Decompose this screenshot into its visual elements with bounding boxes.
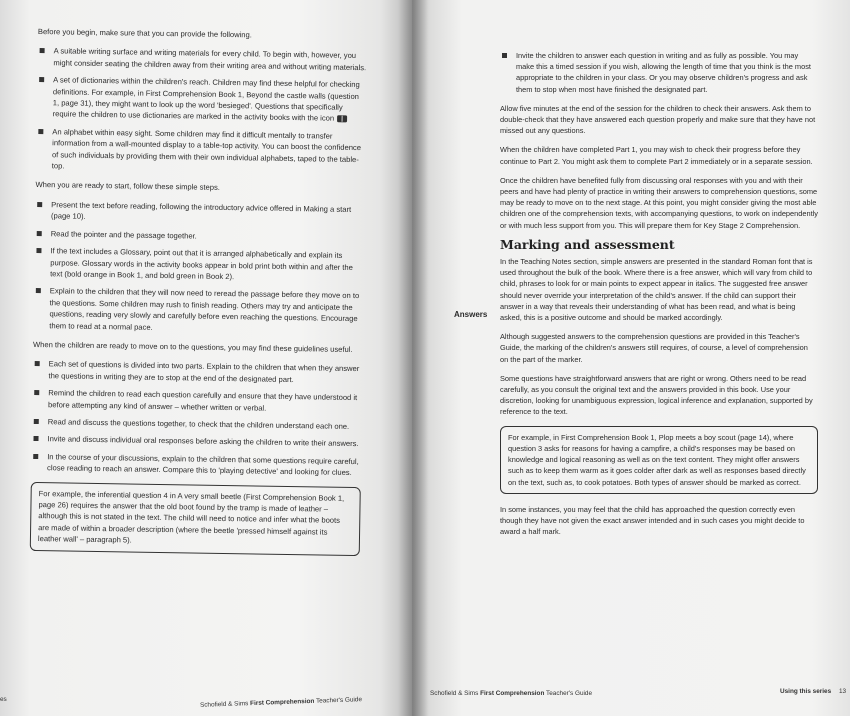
bullet-square-icon — [36, 248, 41, 253]
final-paragraph: In some instances, you may feel that the child has approached the question correctly even though they have not given the exact answer intended and in such cases you might decide to award a half mark. — [500, 504, 805, 537]
page-number: 13 — [838, 688, 847, 695]
intro-text: Before you begin, make sure that you can provide the following. — [37, 26, 252, 40]
left-footer: Schofield & Sims First Comprehension Teacher's Guide — [199, 696, 363, 709]
bullet-square-icon — [35, 361, 40, 366]
right-footer: Schofield & Sims First Comprehension Teacher's Guide — [430, 690, 593, 697]
list-item: An alphabet within easy sight. Some children may find it difficult mentally to transfer information from a wall-mounted display to a table-top activity. You can boost the confidence of such individuals by providing them with their own individual alphabets, taped to the table-top. — [36, 126, 367, 177]
bullet-square-icon — [33, 454, 38, 459]
bullet-square-icon — [39, 77, 44, 82]
bullet-square-icon — [37, 231, 42, 236]
paragraph: Once the children have benefited fully from discussing oral responses with you and with their peers and have had plenty of practice in writing their answers to comprehension questions, some may be ready to move on to the next stage. At this point, you might consider giving the most able children one of the comprehension texts, with accompanying questions, to work on independently or with much less support from you. This will prepare them for Key Stage 2 Comprehension. — [500, 175, 818, 230]
start-intro: When you are ready to start, follow these simple steps. — [35, 180, 221, 193]
before-list — [36, 45, 368, 176]
list-item: Invite and discuss individual oral responses before asking the children to write their answers. — [31, 433, 361, 450]
bullet-square-icon — [502, 53, 507, 58]
move-on-list — [31, 358, 363, 478]
list-item: A set of dictionaries within the children's reach. Children may find these helpful for checking definitions. For example, in First Comprehension Book 1, Beyond the castle walls (question 1, page 31), they might want to look up the word 'besieged'. Questions that specifically require the children to use dictionaries are marked in the activity books with the icon — [37, 74, 368, 125]
answers-paragraph: Some questions have straightforward answers that are right or wrong. Others need to be read carefully, as you consult the original text and the answers provided in this book. Use your discretion, looking for unambiguous expression, logical inference and explanation, supported by reference to the text. — [500, 373, 813, 417]
list-item: Read and discuss the questions together, to check that the children understand each one. — [32, 416, 362, 433]
right-footer-section: Using this series 13 — [780, 688, 847, 695]
bullet-square-icon — [40, 48, 45, 53]
list-item: Read the pointer and the passage together. — [35, 228, 365, 245]
left-edge-fragment: es — [0, 696, 7, 703]
bullet-square-icon — [36, 288, 41, 293]
list-item: In the course of your discussions, explain to the children that some questions require careful, close reading to reach an answer. Compare this to 'playing detective' and looking for clues. — [31, 451, 361, 479]
list-item: Remind the children to read each question carefully and ensure that they have understood it before attempting any kind of answer – whether written or verbal. — [32, 387, 362, 415]
start-list — [33, 199, 365, 336]
answers-paragraph: In the Teaching Notes section, simple answers are presented in the standard Roman font that is used throughout the bulk of the book. Where there is a free answer, which will vary from child to child, phrases to look for or main points to expect appear in italics. The suggested free answer should never override your interpretation of the child's answer. If the child can support their answer in a way that reveals their understanding of what has been read, and what is being asked, this is a positive outcome and should be marked accordingly. — [500, 257, 813, 323]
top-list — [500, 50, 818, 95]
answers-paragraph: Although suggested answers to the comprehension questions are provided in this Teacher's Guide, the marking of the children's answers still requires, of course, a level of comprehension on the part of the marker. — [500, 332, 808, 364]
move-on-intro: When the children are ready to move on to the questions, you may find these guidelines useful. — [32, 339, 353, 354]
example-box-right: For example, in First Comprehension Book 1, Plop meets a boy scout (page 14), where question 3 asks for reasons for having a campfire, a child's responses may be based on knowledge and logical reasoning as well as on the text content. They might offer answers such as to keep them warm as it goes colder after dark as well as responses based directly on the text, such as, to cook potatoes. Both types of answer should be marked as correct. — [500, 426, 818, 494]
book-gutter — [398, 0, 428, 716]
list-item: Explain to the children that they will now need to reread the passage before they move on to the questions. Some children may rush to finish reading. Others may try and anticipate the questions, reading very slowly and carefully before even reaching the questions. Encourage them to read at a normal pace. — [33, 285, 364, 336]
paragraph: When the children have completed Part 1, you may wish to check their progress before they continue to Part 2. You might ask them to complete Part 2 immediately or in a separate session. — [500, 145, 813, 166]
example-box-left: For example, the inferential question 4 in A very small beetle (First Comprehension Book 1, page 26) requires the answer that the old boot found by the tramp is made of leather – although this is not stated in the text. The child will need to notice and infer what the boots are made of within a broader description (where the beetle 'pressed himself against its leather wall' – paragraph 5). — [30, 482, 361, 556]
answers-label: Answers — [454, 310, 488, 319]
dictionary-icon — [336, 115, 347, 123]
bullet-square-icon — [33, 436, 38, 441]
list-item: Invite the children to answer each question in writing and as fully as possible. You may make this a timed session if you wish, allowing the length of time that you think is the most appropriate to the children in your class. Or you may observe children's progress and ask them to stop when most have finished the designated part. — [500, 50, 818, 95]
section-heading: Marking and assessment — [500, 236, 675, 252]
list-item: If the text includes a Glossary, point out that it is arranged alphabetically and explain its purpose. Glossary words in the activity books appear in bold print both within and after the text (bold orange in Book 1, and bold green in Book 2). — [34, 245, 364, 284]
right-page-body — [500, 50, 818, 545]
bullet-square-icon — [34, 419, 39, 424]
list-item: Present the text before reading, following the introductory advice offered in Making a start (page 10). — [35, 199, 365, 227]
bullet-square-icon — [34, 390, 39, 395]
list-item: Each set of questions is divided into two parts. Explain to the children that when they answer the questions in writing they are to stop at the end of the designated part. — [32, 358, 362, 386]
paragraph: Allow five minutes at the end of the session for the children to check their answers. Ask them to double-check that they have answered each question properly and make sure that they have not missed out any questions. — [500, 103, 816, 136]
left-page-body — [30, 26, 368, 566]
list-item: A suitable writing surface and writing materials for every child. To begin with, however, you might consider seating the children away from their writing area and without writing materials. — [37, 45, 367, 73]
bullet-square-icon — [37, 202, 42, 207]
bullet-square-icon — [38, 129, 43, 134]
